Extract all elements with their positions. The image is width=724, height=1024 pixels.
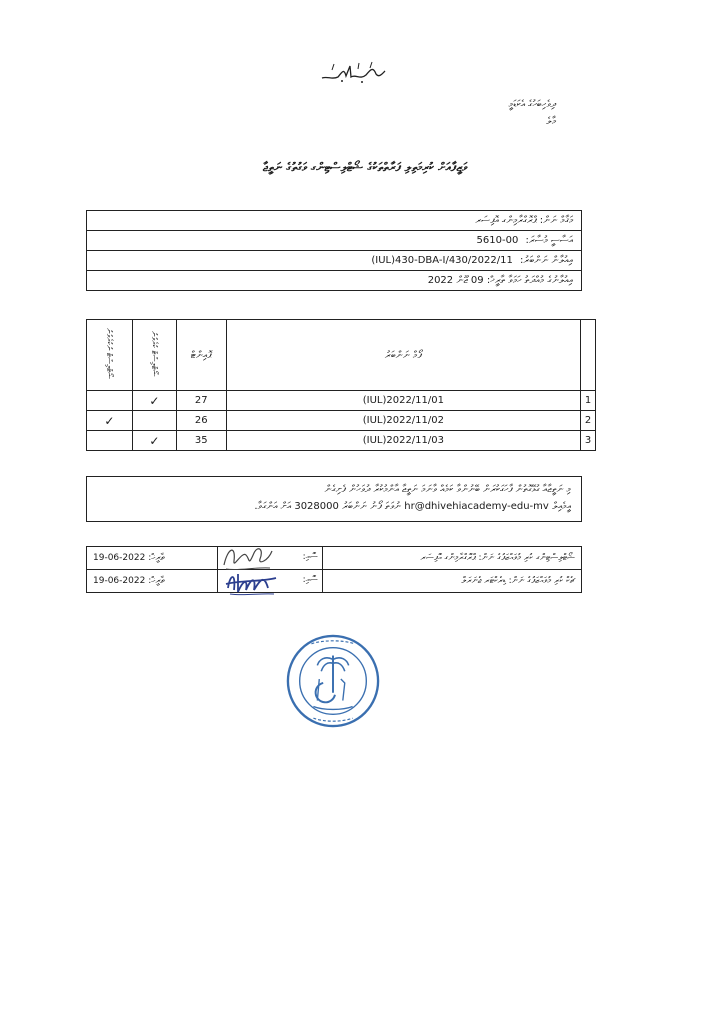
iulan-label: އިއުލާން ނަންބަރު: (520, 255, 573, 266)
marks-cell: 27 (176, 391, 226, 411)
not-shortlisted-cell: ✓ (87, 411, 133, 431)
ministry-city: މާލެ (546, 116, 556, 127)
info-row-post (87, 211, 582, 231)
header-not-shortlisted: ޝޯޓްލިސްޓް ނުކުރެވުނު (87, 320, 133, 391)
sign-label: ސޮއި: (302, 552, 318, 562)
official-seal-icon (284, 632, 382, 730)
note-email[interactable]: hr@dhivehiacademy-edu-mv (404, 501, 549, 512)
form-number-cell: (IUL)2022/11/01 (226, 391, 580, 411)
row-number-cell: 1 (581, 391, 596, 411)
shortlisted-cell: ✓ (132, 391, 176, 411)
contact-note (86, 476, 582, 522)
note-phone-label: ނުވަތަ ފޯނު ނަންބަރު (342, 501, 402, 512)
document-title: ވަޒީފާއަށް ކުރިމަތިލި ފަރާތްތަކުގެ ޝޯޓްލިސްޓިންގ ވަގުތުގެ ނަތީޖާ (262, 160, 468, 174)
form-number-cell: (IUL)2022/11/03 (226, 431, 580, 451)
info-row-iulan (87, 251, 582, 271)
marks-cell: 35 (176, 431, 226, 451)
handwritten-signature (222, 566, 280, 598)
table-row (87, 391, 596, 411)
header-number (581, 320, 596, 391)
post-label: މަޤާމް ނަން: (539, 215, 573, 226)
not-shortlisted-cell (87, 431, 133, 451)
iulan-value: (IUL)430-DBA-I/430/2022/11 (371, 255, 513, 266)
bismillah-calligraphy (318, 60, 388, 86)
header-shortlisted: ޝޯޓްލިސްޓް ކުރެވުނު (132, 320, 176, 391)
signature-cell (217, 570, 322, 593)
signature-table (86, 546, 582, 593)
table-header-row (87, 320, 596, 391)
salary-value: 5610-00 (476, 235, 519, 246)
row-number-cell: 2 (581, 411, 596, 431)
signature-name: ޝޯޓްލިސްޓިންގ ކުރި މުވައްޒަފުގެ ނަން: ޕްރޮގްރާމިންގ އޮފިސަރ (322, 547, 581, 570)
info-row-deadline (87, 271, 582, 291)
sign-label: ސޮއި: (302, 575, 318, 585)
note-line-1: މި ނަތީޖާއާ ގުޅޭގޮތުން ފާހަގަކުރަން ބޭނުންވާ ކަމެއް ވާނަމަ ނަތީޖާ އާންމުކުރާ ދުވަހުން ފެށިގެން (324, 484, 571, 495)
signature-name: ޗެކް ކުރި މުވައްޒަފުގެ ނަން: ޑިރެކްޓަރ ޖެނަރަލް (322, 570, 581, 593)
header-marks: ޕޮއިންޓް (176, 320, 226, 391)
info-row-salary (87, 231, 582, 251)
header-form-number: ފޯމް ނަންބަރު (226, 320, 580, 391)
signature-date: ތާރީޚް: 19-06-2022 (87, 570, 218, 593)
row-number-cell: 3 (581, 431, 596, 451)
form-number-cell: (IUL)2022/11/02 (226, 411, 580, 431)
note-line-2 (97, 498, 571, 515)
shortlisted-cell: ✓ (132, 431, 176, 451)
signature-date: ތާރީޚް: 19-06-2022 (87, 547, 218, 570)
signature-row (87, 570, 582, 593)
deadline-value: 09 ޖޫން 2022 (427, 275, 484, 286)
shortlisted-cell (132, 411, 176, 431)
note-email-label: އީމެއިލް (552, 501, 571, 512)
shortlist-table (86, 319, 596, 451)
table-row (87, 411, 596, 431)
post-value: ޕްރޮގްރާމިންގ އޮފިސަރ (475, 215, 537, 226)
note-end: އަށް އަންގަވާ. (254, 501, 292, 512)
salary-label: އަސާސީ މުސާރަ: (525, 235, 573, 246)
deadline-label: އިއުލާނުގެ މުއްދަތު ހަމަވާ ތާރީޚް: (486, 275, 573, 286)
ministry-name: ދިވެހިބަހުގެ އެކަޑަމީ (508, 99, 556, 110)
note-phone: 3028000 (294, 501, 339, 512)
marks-cell: 26 (176, 411, 226, 431)
ministry-block (509, 96, 556, 130)
not-shortlisted-cell (87, 391, 133, 411)
job-info-table (86, 210, 582, 291)
table-row (87, 431, 596, 451)
signature-row (87, 547, 582, 570)
